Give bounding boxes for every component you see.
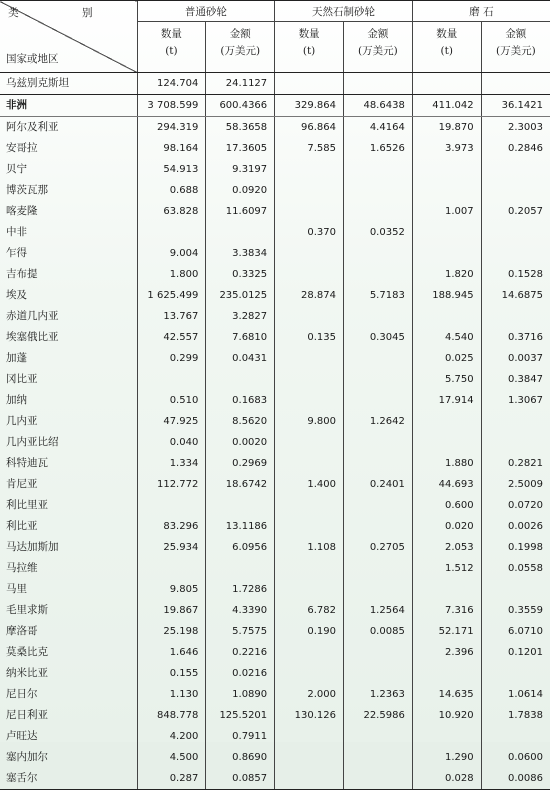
table-row bbox=[0, 180, 550, 201]
amount-cell bbox=[343, 747, 412, 768]
qty-cell: 0.370 bbox=[275, 222, 344, 243]
amount-cell: 58.3658 bbox=[206, 117, 275, 139]
qty-cell bbox=[137, 558, 206, 579]
amount-cell: 0.1998 bbox=[481, 537, 550, 558]
qty-cell: 112.772 bbox=[137, 474, 206, 495]
amount-cell: 0.2969 bbox=[206, 453, 275, 474]
amount-cell: 17.3605 bbox=[206, 138, 275, 159]
qty-cell: 0.510 bbox=[137, 390, 206, 411]
qty-cell: 1.880 bbox=[412, 453, 481, 474]
table-row bbox=[0, 558, 550, 579]
amount-cell: 4.3390 bbox=[206, 600, 275, 621]
qty-cell bbox=[137, 495, 206, 516]
amount-cell bbox=[343, 369, 412, 390]
table-row bbox=[0, 474, 550, 495]
amount-cell: 0.0085 bbox=[343, 621, 412, 642]
qty-cell bbox=[412, 306, 481, 327]
qty-cell bbox=[275, 73, 344, 95]
amount-cell: 0.7911 bbox=[206, 726, 275, 747]
qty-cell bbox=[275, 243, 344, 264]
region-name: 贝宁 bbox=[6, 163, 27, 175]
region-name: 塞内加尔 bbox=[6, 751, 48, 763]
amount-cell: 22.5986 bbox=[343, 705, 412, 726]
amount-cell: 1.7838 bbox=[481, 705, 550, 726]
table-row bbox=[0, 642, 550, 663]
amount-cell bbox=[343, 642, 412, 663]
amount-cell: 9.3197 bbox=[206, 159, 275, 180]
qty-cell: 6.782 bbox=[275, 600, 344, 621]
amount-cell: 0.0857 bbox=[206, 768, 275, 790]
qty-cell bbox=[275, 390, 344, 411]
table-row bbox=[0, 684, 550, 705]
amount-cell: 0.0720 bbox=[481, 495, 550, 516]
table-row bbox=[0, 348, 550, 369]
qty-cell: 0.135 bbox=[275, 327, 344, 348]
amount-cell: 0.2057 bbox=[481, 201, 550, 222]
qty-cell: 1.290 bbox=[412, 747, 481, 768]
qty-cell: 2.396 bbox=[412, 642, 481, 663]
region-name: 尼日利亚 bbox=[6, 709, 48, 721]
amount-cell bbox=[481, 243, 550, 264]
amount-cell: 18.6742 bbox=[206, 474, 275, 495]
qty-cell bbox=[412, 726, 481, 747]
qty-cell: 1.007 bbox=[412, 201, 481, 222]
qty-cell bbox=[275, 264, 344, 285]
table-row bbox=[0, 138, 550, 159]
region-name: 埃及 bbox=[6, 289, 27, 301]
qty-cell bbox=[412, 411, 481, 432]
region-name: 几内亚 bbox=[6, 415, 38, 427]
table-row bbox=[0, 264, 550, 285]
qty-cell: 1.400 bbox=[275, 474, 344, 495]
qty-cell: 47.925 bbox=[137, 411, 206, 432]
qty-cell: 44.693 bbox=[412, 474, 481, 495]
qty-cell: 83.296 bbox=[137, 516, 206, 537]
amount-cell: 8.5620 bbox=[206, 411, 275, 432]
amount-cell: 0.2821 bbox=[481, 453, 550, 474]
table-row bbox=[0, 621, 550, 642]
amount-cell: 0.0600 bbox=[481, 747, 550, 768]
qty-cell: 7.585 bbox=[275, 138, 344, 159]
amount-cell bbox=[343, 579, 412, 600]
amount-cell bbox=[343, 726, 412, 747]
qty-cell: 13.767 bbox=[137, 306, 206, 327]
qty-cell bbox=[412, 432, 481, 453]
qty-cell: 0.155 bbox=[137, 663, 206, 684]
amount-cell bbox=[481, 222, 550, 243]
amount-unit: (万美元) bbox=[220, 45, 261, 57]
region-name: 马达加斯加 bbox=[6, 541, 59, 553]
table-row bbox=[0, 243, 550, 264]
amount-cell bbox=[343, 432, 412, 453]
amount-cell bbox=[481, 663, 550, 684]
qty-cell: 130.126 bbox=[275, 705, 344, 726]
qty-label: 数量 bbox=[298, 28, 320, 40]
qty-cell: 1.820 bbox=[412, 264, 481, 285]
region-name: 科特迪瓦 bbox=[6, 457, 48, 469]
table-row bbox=[0, 705, 550, 726]
amount-cell bbox=[343, 516, 412, 537]
qty-cell: 1.334 bbox=[137, 453, 206, 474]
amount-cell: 24.1127 bbox=[206, 73, 275, 95]
amount-cell bbox=[481, 306, 550, 327]
table-row bbox=[0, 201, 550, 222]
qty-cell bbox=[412, 222, 481, 243]
region-name: 埃塞俄比亚 bbox=[6, 331, 59, 343]
amount-label: 金额 bbox=[367, 28, 389, 40]
qty-cell: 1.646 bbox=[137, 642, 206, 663]
amount-cell bbox=[343, 663, 412, 684]
qty-cell bbox=[412, 180, 481, 201]
amount-cell bbox=[481, 432, 550, 453]
qty-cell: 0.287 bbox=[137, 768, 206, 790]
amount-cell: 0.1528 bbox=[481, 264, 550, 285]
qty-cell: 10.920 bbox=[412, 705, 481, 726]
amount-cell: 6.0710 bbox=[481, 621, 550, 642]
qty-cell: 28.874 bbox=[275, 285, 344, 306]
region-name: 马里 bbox=[6, 583, 27, 595]
amount-cell: 0.1201 bbox=[481, 642, 550, 663]
amount-cell: 0.0431 bbox=[206, 348, 275, 369]
region-name: 几内亚比绍 bbox=[6, 436, 59, 448]
qty-cell: 42.557 bbox=[137, 327, 206, 348]
qty-cell: 5.750 bbox=[412, 369, 481, 390]
qty-cell: 3.973 bbox=[412, 138, 481, 159]
amount-cell: 0.3559 bbox=[481, 600, 550, 621]
qty-cell: 25.934 bbox=[137, 537, 206, 558]
qty-cell: 0.040 bbox=[137, 432, 206, 453]
amount-cell: 1.6526 bbox=[343, 138, 412, 159]
qty-cell: 9.800 bbox=[275, 411, 344, 432]
region-name: 非洲 bbox=[0, 95, 137, 117]
region-name: 肯尼亚 bbox=[6, 478, 38, 490]
amount-cell: 1.7286 bbox=[206, 579, 275, 600]
amount-cell bbox=[481, 579, 550, 600]
qty-cell bbox=[275, 642, 344, 663]
table-header bbox=[0, 1, 550, 73]
qty-cell: 1.130 bbox=[137, 684, 206, 705]
amount-cell: 0.2401 bbox=[343, 474, 412, 495]
qty-cell bbox=[275, 180, 344, 201]
amount-cell bbox=[206, 369, 275, 390]
qty-cell: 9.805 bbox=[137, 579, 206, 600]
region-name: 加纳 bbox=[6, 394, 27, 406]
qty-cell: 0.020 bbox=[412, 516, 481, 537]
category-label: 类 别 bbox=[8, 7, 123, 19]
region-name: 喀麦隆 bbox=[6, 205, 38, 217]
qty-cell: 52.171 bbox=[412, 621, 481, 642]
qty-cell bbox=[275, 432, 344, 453]
amount-cell: 1.0890 bbox=[206, 684, 275, 705]
region-name: 中非 bbox=[6, 226, 27, 238]
region-name: 莫桑比克 bbox=[6, 646, 48, 658]
amount-cell: 13.1186 bbox=[206, 516, 275, 537]
region-label: 国家或地区 bbox=[6, 53, 59, 65]
amount-header bbox=[481, 22, 550, 73]
qty-cell: 17.914 bbox=[412, 390, 481, 411]
qty-cell: 0.025 bbox=[412, 348, 481, 369]
amount-cell bbox=[343, 306, 412, 327]
table-row bbox=[0, 663, 550, 684]
table-row bbox=[0, 768, 550, 790]
amount-cell bbox=[343, 180, 412, 201]
amount-cell: 1.2363 bbox=[343, 684, 412, 705]
amount-cell bbox=[206, 495, 275, 516]
qty-cell bbox=[275, 159, 344, 180]
region-name: 加蓬 bbox=[6, 352, 27, 364]
amount-cell: 0.3325 bbox=[206, 264, 275, 285]
qty-cell: 411.042 bbox=[412, 95, 481, 117]
qty-cell: 124.704 bbox=[137, 73, 206, 95]
table-row bbox=[0, 222, 550, 243]
amount-cell: 125.5201 bbox=[206, 705, 275, 726]
amount-cell: 0.0020 bbox=[206, 432, 275, 453]
amount-cell: 600.4366 bbox=[206, 95, 275, 117]
region-name: 安哥拉 bbox=[6, 142, 38, 154]
region-name: 乍得 bbox=[6, 247, 27, 259]
qty-cell: 1.512 bbox=[412, 558, 481, 579]
amount-cell: 0.3847 bbox=[481, 369, 550, 390]
amount-cell: 5.7183 bbox=[343, 285, 412, 306]
qty-cell: 294.319 bbox=[137, 117, 206, 139]
qty-cell: 1 625.499 bbox=[137, 285, 206, 306]
table-row bbox=[0, 327, 550, 348]
qty-cell bbox=[275, 201, 344, 222]
amount-cell bbox=[343, 73, 412, 95]
amount-cell bbox=[343, 201, 412, 222]
amount-cell: 2.3003 bbox=[481, 117, 550, 139]
qty-cell: 1.108 bbox=[275, 537, 344, 558]
qty-cell: 3 708.599 bbox=[137, 95, 206, 117]
amount-cell: 0.2846 bbox=[481, 138, 550, 159]
qty-unit: (t) bbox=[440, 45, 453, 57]
amount-cell: 6.0956 bbox=[206, 537, 275, 558]
qty-cell bbox=[275, 558, 344, 579]
qty-cell bbox=[412, 243, 481, 264]
table-body bbox=[0, 73, 550, 790]
qty-cell bbox=[412, 73, 481, 95]
table-row bbox=[0, 117, 550, 139]
qty-cell: 14.635 bbox=[412, 684, 481, 705]
amount-cell: 235.0125 bbox=[206, 285, 275, 306]
qty-cell: 54.913 bbox=[137, 159, 206, 180]
amount-cell: 4.4164 bbox=[343, 117, 412, 139]
qty-unit: (t) bbox=[302, 45, 316, 57]
qty-cell: 0.028 bbox=[412, 768, 481, 790]
qty-cell: 0.688 bbox=[137, 180, 206, 201]
qty-cell bbox=[412, 663, 481, 684]
qty-cell: 188.945 bbox=[412, 285, 481, 306]
amount-unit: (万美元) bbox=[495, 45, 536, 57]
amount-cell: 3.2827 bbox=[206, 306, 275, 327]
amount-cell bbox=[343, 495, 412, 516]
amount-cell: 0.3045 bbox=[343, 327, 412, 348]
amount-cell: 3.3834 bbox=[206, 243, 275, 264]
table-row bbox=[0, 453, 550, 474]
amount-cell bbox=[343, 264, 412, 285]
qty-cell: 0.299 bbox=[137, 348, 206, 369]
table-row bbox=[0, 369, 550, 390]
amount-cell: 0.2705 bbox=[343, 537, 412, 558]
region-name: 赤道几内亚 bbox=[6, 310, 59, 322]
amount-cell bbox=[343, 348, 412, 369]
table-row bbox=[0, 495, 550, 516]
qty-cell: 2.000 bbox=[275, 684, 344, 705]
qty-label: 数量 bbox=[160, 28, 182, 40]
amount-cell: 0.0086 bbox=[481, 768, 550, 790]
amount-cell: 0.0352 bbox=[343, 222, 412, 243]
amount-label: 金额 bbox=[505, 28, 527, 40]
amount-cell: 0.8690 bbox=[206, 747, 275, 768]
qty-header bbox=[412, 22, 481, 73]
table-row bbox=[0, 537, 550, 558]
qty-cell: 0.190 bbox=[275, 621, 344, 642]
amount-cell: 36.1421 bbox=[481, 95, 550, 117]
table-row bbox=[0, 600, 550, 621]
amount-cell bbox=[343, 453, 412, 474]
region-name: 塞舌尔 bbox=[0, 768, 137, 790]
table-row bbox=[0, 95, 550, 117]
amount-cell bbox=[481, 726, 550, 747]
amount-header bbox=[206, 22, 275, 73]
region-name: 卢旺达 bbox=[6, 730, 38, 742]
region-name: 摩洛哥 bbox=[6, 625, 38, 637]
region-name: 博茨瓦那 bbox=[6, 184, 48, 196]
amount-cell bbox=[343, 558, 412, 579]
region-name: 利比里亚 bbox=[6, 499, 48, 511]
region-name: 吉布提 bbox=[6, 268, 38, 280]
amount-cell: 0.0558 bbox=[481, 558, 550, 579]
amount-cell bbox=[343, 159, 412, 180]
amount-cell: 0.0216 bbox=[206, 663, 275, 684]
group-header-ordinary-wheel: 普通砂轮 bbox=[137, 1, 275, 22]
qty-cell bbox=[275, 663, 344, 684]
qty-cell bbox=[275, 579, 344, 600]
region-name: 尼日尔 bbox=[6, 688, 38, 700]
qty-cell: 848.778 bbox=[137, 705, 206, 726]
amount-cell: 0.2216 bbox=[206, 642, 275, 663]
qty-cell: 2.053 bbox=[412, 537, 481, 558]
amount-cell: 0.0037 bbox=[481, 348, 550, 369]
qty-unit: (t) bbox=[165, 45, 178, 57]
qty-cell bbox=[137, 222, 206, 243]
table-row bbox=[0, 747, 550, 768]
qty-cell bbox=[275, 726, 344, 747]
amount-cell: 0.0026 bbox=[481, 516, 550, 537]
amount-cell bbox=[206, 222, 275, 243]
qty-cell: 329.864 bbox=[275, 95, 344, 117]
table-row bbox=[0, 432, 550, 453]
qty-header bbox=[137, 22, 206, 73]
qty-cell: 19.870 bbox=[412, 117, 481, 139]
amount-label: 金额 bbox=[229, 28, 251, 40]
qty-cell bbox=[412, 579, 481, 600]
qty-cell: 19.867 bbox=[137, 600, 206, 621]
qty-cell: 25.198 bbox=[137, 621, 206, 642]
table-row bbox=[0, 285, 550, 306]
amount-unit: (万美元) bbox=[358, 45, 398, 57]
amount-cell bbox=[343, 768, 412, 790]
amount-cell: 14.6875 bbox=[481, 285, 550, 306]
region-name: 利比亚 bbox=[6, 520, 38, 532]
amount-cell: 11.6097 bbox=[206, 201, 275, 222]
region-name: 纳米比亚 bbox=[6, 667, 48, 679]
amount-cell bbox=[481, 180, 550, 201]
region-name: 乌兹别克斯坦 bbox=[0, 73, 137, 95]
group-header-grindstone: 磨 石 bbox=[412, 1, 550, 22]
qty-cell: 1.800 bbox=[137, 264, 206, 285]
qty-cell bbox=[275, 747, 344, 768]
qty-cell bbox=[275, 495, 344, 516]
qty-cell bbox=[275, 768, 344, 790]
amount-cell: 0.1683 bbox=[206, 390, 275, 411]
table-row bbox=[0, 579, 550, 600]
amount-cell: 0.3716 bbox=[481, 327, 550, 348]
amount-cell bbox=[343, 243, 412, 264]
table-row bbox=[0, 411, 550, 432]
region-name: 毛里求斯 bbox=[6, 604, 48, 616]
qty-cell: 4.540 bbox=[412, 327, 481, 348]
region-name: 阿尔及利亚 bbox=[6, 121, 59, 133]
qty-cell bbox=[275, 369, 344, 390]
amount-cell: 1.2564 bbox=[343, 600, 412, 621]
qty-cell bbox=[137, 369, 206, 390]
table-row bbox=[0, 390, 550, 411]
qty-cell: 9.004 bbox=[137, 243, 206, 264]
qty-label: 数量 bbox=[436, 28, 458, 40]
qty-cell bbox=[275, 306, 344, 327]
qty-cell: 4.200 bbox=[137, 726, 206, 747]
table-row bbox=[0, 726, 550, 747]
qty-cell: 4.500 bbox=[137, 747, 206, 768]
corner-header bbox=[0, 1, 137, 73]
table-row bbox=[0, 306, 550, 327]
qty-cell bbox=[275, 453, 344, 474]
amount-cell bbox=[481, 73, 550, 95]
qty-cell bbox=[412, 159, 481, 180]
amount-cell: 2.5009 bbox=[481, 474, 550, 495]
amount-cell: 1.2642 bbox=[343, 411, 412, 432]
amount-cell bbox=[343, 390, 412, 411]
amount-cell: 48.6438 bbox=[343, 95, 412, 117]
group-header-natural-stone-wheel: 天然石制砂轮 bbox=[275, 1, 413, 22]
amount-cell: 7.6810 bbox=[206, 327, 275, 348]
amount-cell: 1.0614 bbox=[481, 684, 550, 705]
amount-cell bbox=[206, 558, 275, 579]
qty-cell: 98.164 bbox=[137, 138, 206, 159]
amount-cell bbox=[481, 159, 550, 180]
region-name: 冈比亚 bbox=[6, 373, 38, 385]
qty-cell: 96.864 bbox=[275, 117, 344, 139]
table-row bbox=[0, 159, 550, 180]
table-row bbox=[0, 516, 550, 537]
amount-header bbox=[343, 22, 412, 73]
qty-cell: 0.600 bbox=[412, 495, 481, 516]
qty-cell bbox=[275, 348, 344, 369]
region-name: 马拉维 bbox=[6, 562, 38, 574]
amount-cell bbox=[481, 411, 550, 432]
amount-cell: 1.3067 bbox=[481, 390, 550, 411]
qty-cell bbox=[275, 516, 344, 537]
amount-cell: 5.7575 bbox=[206, 621, 275, 642]
qty-cell: 7.316 bbox=[412, 600, 481, 621]
qty-cell: 63.828 bbox=[137, 201, 206, 222]
qty-header bbox=[275, 22, 344, 73]
table-row bbox=[0, 73, 550, 95]
amount-cell: 0.0920 bbox=[206, 180, 275, 201]
